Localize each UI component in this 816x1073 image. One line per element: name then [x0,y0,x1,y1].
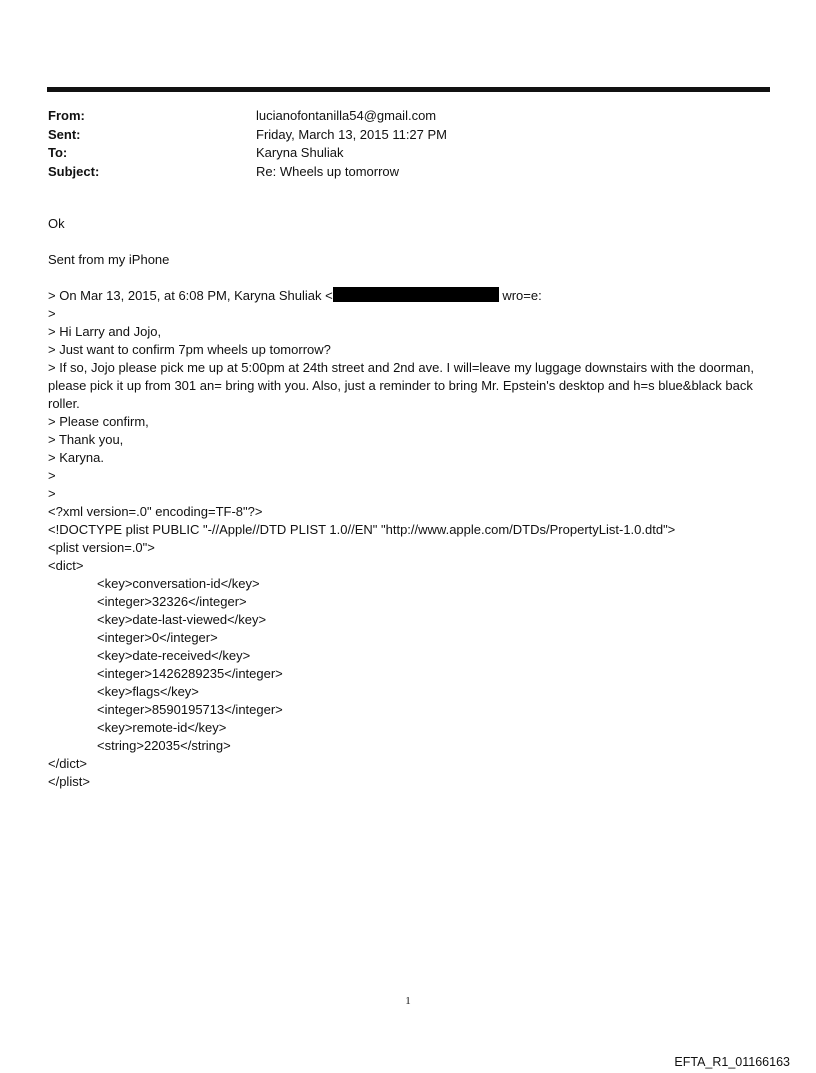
email-header [48,107,447,181]
plist-closing-line: </plist> [48,774,90,789]
email-body [48,215,768,791]
plist-entry: <integer>1426289235</integer> [97,666,283,681]
reply-text: Ok [48,216,65,231]
quoted-line: > Please confirm, [48,414,149,429]
plist-entry: <key>date-last-viewed</key> [97,612,267,627]
plist-line: <dict> [48,558,84,573]
quote-intro-before: > On Mar 13, 2015, at 6:08 PM, Karyna Shuliak < [48,288,333,303]
plist-entry: <key>conversation-id</key> [97,576,260,591]
quoted-line: > Hi Larry and Jojo, [48,324,162,339]
from-row [48,107,447,126]
spacer [48,233,768,251]
plist-entry: <key>date-received</key> [97,648,251,663]
quoted-line: > [48,486,56,501]
quoted-line: > Karyna. [48,450,105,465]
subject-label: Subject: [48,163,100,179]
page-number: 1 [405,995,411,1007]
quoted-line: > Thank you, [48,432,124,447]
header-divider [47,87,770,92]
from-value: lucianofontanilla54@gmail.com [256,108,437,123]
quote-intro-after: wro=e: [498,288,542,303]
spacer [48,269,768,287]
plist-entry: <integer>8590195713</integer> [97,702,283,717]
to-value: Karyna Shuliak [256,145,344,160]
plist-entry: <string>22035</string> [97,738,231,753]
plist-closing-line: </dict> [48,756,88,771]
sent-value: Friday, March 13, 2015 11:27 PM [256,126,448,142]
subject-row [48,163,447,182]
plist-line: <!DOCTYPE plist PUBLIC "-//Apple//DTD PLIST 1.0//EN" "http://www.apple.com/DTDs/PropertyList-1.0.dtd"> [48,522,676,537]
sent-label: Sent: [48,126,81,142]
quote-intro [48,287,768,305]
plist-line: <?xml version=.0" encoding=TF-8"?> [48,504,263,519]
plist-entry: <key>flags</key> [97,684,199,699]
plist-line: <plist version=.0"> [48,540,155,555]
quoted-line: > [48,306,56,321]
to-row [48,144,447,163]
quoted-line: > Just want to confirm 7pm wheels up tomorrow? [48,342,331,357]
quoted-line: > [48,468,56,483]
signature-text: Sent from my iPhone [48,252,170,267]
quoted-line: > If so, Jojo please pick me up at 5:00pm at 24th street and 2nd ave. I will=leave my luggage downstairs with the doorman, please pick it up from 301 an= bring with you. Also, just a reminder to bring Mr. Epstein's desktop and h=s blue&black back roller. [48,360,758,411]
redaction-box [333,287,499,302]
from-label: From: [48,108,85,123]
sent-row [48,126,447,145]
plist-entry: <key>remote-id</key> [97,720,227,735]
to-label: To: [48,145,68,160]
plist-entry: <integer>0</integer> [97,630,218,645]
plist-entry: <integer>32326</integer> [97,594,247,609]
subject-value: Re: Wheels up tomorrow [256,163,400,179]
document-id: EFTA_R1_01166163 [674,1055,790,1069]
